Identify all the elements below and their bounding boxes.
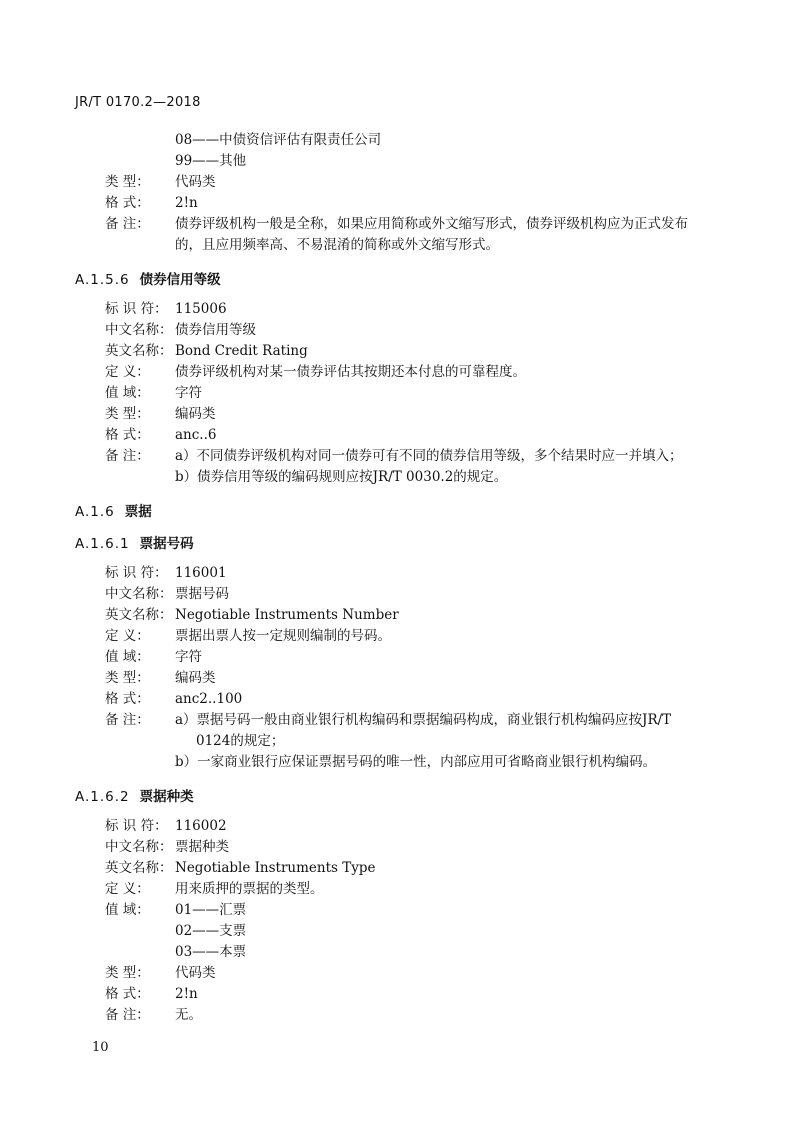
field-label: 格 式： <box>105 195 150 211</box>
definition-row <box>105 363 526 381</box>
field-label: 类 型： <box>105 406 150 422</box>
field-value: 字符 <box>175 385 202 401</box>
definition-row <box>105 880 324 898</box>
section-title: 票据种类 <box>139 789 194 805</box>
page-number: 10 <box>92 1040 109 1055</box>
cn-name-row <box>105 321 256 339</box>
field-label: 英文名称： <box>105 860 173 876</box>
section-title: 票据号码 <box>139 536 194 552</box>
field-label: 中文名称： <box>105 839 173 855</box>
field-label: 英文名称： <box>105 343 173 359</box>
section-number: A.1.5.6 <box>75 272 130 288</box>
field-value: 票据号码 <box>175 586 229 602</box>
id-row <box>105 817 227 835</box>
note-continuation: 的，且应用频率高、不易混淆的简称或外文缩写形式。 <box>175 237 499 253</box>
field-value: 2!n <box>175 195 198 211</box>
type-row <box>105 405 216 423</box>
section-title: 债券信用等级 <box>139 272 221 288</box>
field-label: 格 式： <box>105 691 150 707</box>
type-row <box>105 669 216 687</box>
section-number: A.1.6.1 <box>75 536 130 552</box>
field-label: 类 型： <box>105 965 150 981</box>
field-label: 值 域： <box>105 902 150 918</box>
type-row <box>105 173 216 191</box>
field-value: 用来质押的票据的类型。 <box>175 881 324 897</box>
note-row <box>105 1006 202 1024</box>
field-value: Negotiable Instruments Type <box>175 860 376 876</box>
code-item: 01——汇票 <box>175 902 247 918</box>
field-value: 116002 <box>175 818 227 834</box>
section-number: A.1.6.2 <box>75 789 130 805</box>
field-value: 字符 <box>175 649 202 665</box>
field-label: 中文名称： <box>105 322 173 338</box>
field-label: 中文名称： <box>105 586 173 602</box>
field-value: 债券评级机构对某一债券评估其按期还本付息的可靠程度。 <box>175 364 526 380</box>
format-row <box>105 426 216 444</box>
field-value: anc2..100 <box>175 691 243 707</box>
note-continuation: 0124的规定； <box>196 733 285 749</box>
field-value: 115006 <box>175 301 227 317</box>
field-label: 格 式： <box>105 986 150 1002</box>
code-item: 99——其他 <box>175 153 247 169</box>
field-value: 债券评级机构一般是全称，如果应用简称或外文缩写形式，债券评级机构应为正式发布 <box>175 216 688 232</box>
section-title: 票据 <box>124 504 152 520</box>
field-value: 116001 <box>175 565 227 581</box>
cn-name-row <box>105 585 229 603</box>
note-row <box>105 447 683 465</box>
code-item: 03——本票 <box>175 944 247 960</box>
note-item: a）不同债券评级机构对同一债券可有不同的债券信用等级，多个结果时应一并填入； <box>175 448 683 464</box>
format-row <box>105 985 198 1003</box>
field-label: 定 义： <box>105 364 150 380</box>
domain-row <box>105 901 246 919</box>
field-label: 值 域： <box>105 649 150 665</box>
field-value: 代码类 <box>175 174 216 190</box>
format-row <box>105 690 242 708</box>
note-item: a）票据号码一般由商业银行机构编码和票据编码构成，商业银行机构编码应按JR/T <box>175 712 672 728</box>
en-name-row <box>105 859 376 877</box>
field-label: 定 义： <box>105 628 150 644</box>
code-item: 02——支票 <box>175 923 247 939</box>
section-heading <box>75 532 194 552</box>
en-name-row <box>105 606 399 624</box>
id-row <box>105 300 227 318</box>
cn-name-row <box>105 838 229 856</box>
domain-row <box>105 648 202 666</box>
field-value: 票据出票人按一定规则编制的号码。 <box>175 628 391 644</box>
field-label: 类 型： <box>105 174 150 190</box>
note-item: b）债券信用等级的编码规则应按JR/T 0030.2的规定。 <box>175 469 508 485</box>
field-value: 无。 <box>175 1007 202 1023</box>
field-value: 编码类 <box>175 406 216 422</box>
field-value: 2!n <box>175 986 198 1002</box>
field-value: Bond Credit Rating <box>175 343 308 359</box>
field-label: 标 识 符： <box>105 565 168 581</box>
field-value: anc..6 <box>175 427 217 443</box>
field-value: 编码类 <box>175 670 216 686</box>
field-label: 标 识 符： <box>105 818 168 834</box>
note-row <box>105 711 671 729</box>
format-row <box>105 194 198 212</box>
note-row <box>105 215 688 233</box>
type-row <box>105 964 216 982</box>
domain-row <box>105 384 202 402</box>
field-value: Negotiable Instruments Number <box>175 607 399 623</box>
field-label: 英文名称： <box>105 607 173 623</box>
code-item: 08——中债资信评估有限责任公司 <box>175 132 382 148</box>
en-name-row <box>105 342 308 360</box>
section-heading <box>75 785 194 805</box>
section-heading <box>75 268 221 288</box>
field-label: 备 注： <box>105 216 150 232</box>
field-label: 备 注： <box>105 1007 150 1023</box>
field-value: 票据种类 <box>175 839 229 855</box>
field-value: 代码类 <box>175 965 216 981</box>
field-value: 债券信用等级 <box>175 322 256 338</box>
definition-row <box>105 627 391 645</box>
standard-code-header: JR/T 0170.2—2018 <box>75 95 201 110</box>
section-number: A.1.6 <box>75 504 115 520</box>
field-label: 备 注： <box>105 448 150 464</box>
id-row <box>105 564 227 582</box>
field-label: 类 型： <box>105 670 150 686</box>
field-label: 备 注： <box>105 712 150 728</box>
field-label: 标 识 符： <box>105 301 168 317</box>
field-label: 定 义： <box>105 881 150 897</box>
note-item: b）一家商业银行应保证票据号码的唯一性，内部应用可省略商业银行机构编码。 <box>175 754 657 770</box>
field-label: 值 域： <box>105 385 150 401</box>
section-heading <box>75 500 152 520</box>
field-label: 格 式： <box>105 427 150 443</box>
